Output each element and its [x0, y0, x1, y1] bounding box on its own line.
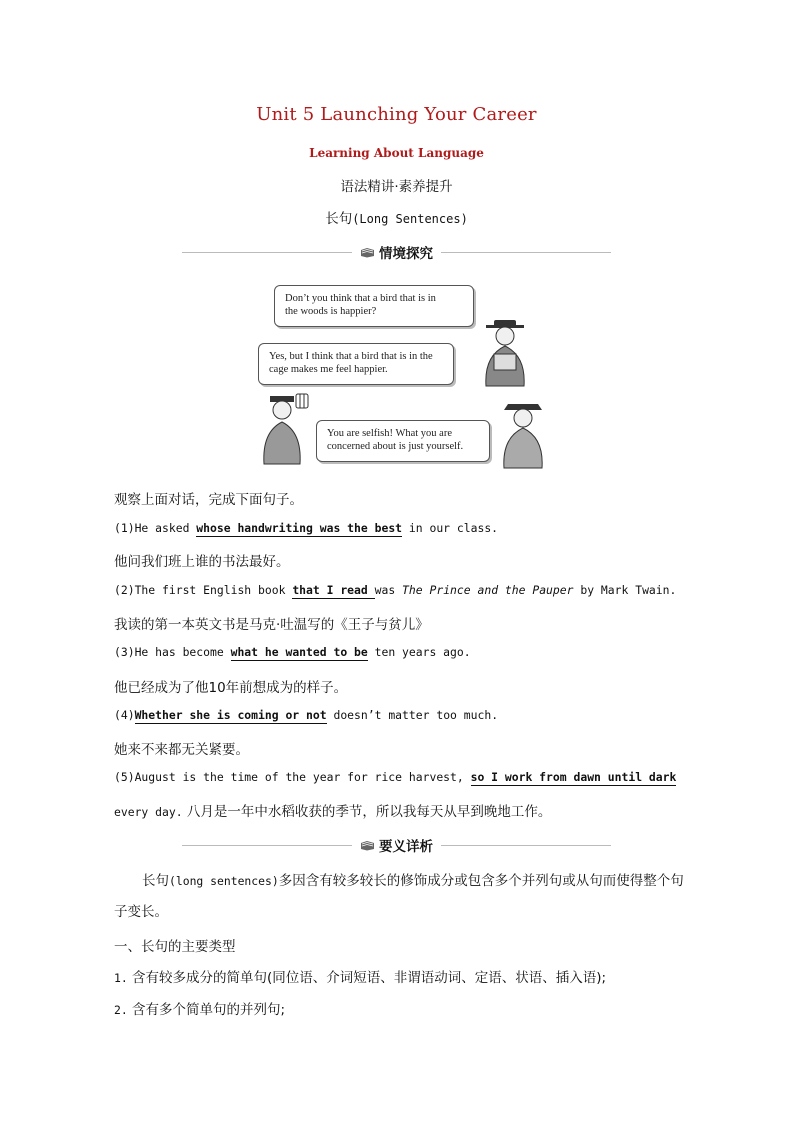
answer-text: what he wanted to be — [230, 645, 368, 659]
section-label: 情境探究 — [379, 246, 433, 262]
topic-line: 语法精讲·素养提升 — [340, 179, 453, 195]
exercise-translation-4: 她来不来都无关紧要。 — [114, 742, 249, 758]
dialogue-illustration — [248, 270, 548, 470]
list-text: 含有多个简单句的并列句; — [132, 1002, 286, 1018]
paragraph-text: 多因含有较多较长的修饰成分或包含多个并列句或从句而使得整个句子变长。 — [114, 873, 684, 920]
sentence-text: in our class. — [402, 521, 499, 535]
sentence-text: every day. — [114, 805, 183, 819]
list-number: 2. — [114, 1003, 128, 1017]
speech-line: Don’t you think that a bird that is in — [285, 293, 436, 304]
exercise-translation-3: 他已经成为了他10年前想成为的样子。 — [114, 680, 348, 696]
sentence-text: was — [374, 583, 403, 597]
sentence-text: (3)He has become — [114, 645, 231, 659]
divider — [441, 845, 611, 846]
list-item — [114, 998, 285, 1018]
topic-heading-en: (Long Sentences) — [352, 212, 468, 226]
exercise-item-3 — [114, 644, 471, 660]
speech-line: cage makes me feel happier. — [269, 364, 388, 375]
section-label: 要义详析 — [379, 839, 433, 855]
sentence-text: (1)He asked — [114, 521, 197, 535]
exercise-item-1 — [114, 520, 498, 536]
exercise-translation-5: 八月是一年中水稻收获的季节，所以我每天从早到晚地工作。 — [182, 804, 552, 820]
page-subtitle: Learning About Language — [309, 146, 484, 160]
topic-heading-cn: 长句 — [325, 211, 353, 227]
speech-bubble-3 — [316, 420, 490, 462]
exercise-item-4 — [114, 707, 498, 723]
scholar-figure-bottom-right-icon — [498, 398, 548, 470]
book-title: The Prince and the Pauper — [402, 583, 574, 597]
sentence-text: (2)The first English book — [114, 583, 293, 597]
speech-bubble-2 — [258, 343, 454, 385]
list-item — [114, 966, 606, 986]
paragraph-text: 长句 — [142, 873, 169, 889]
speech-line: Yes, but I think that a bird that is in the — [269, 351, 433, 362]
divider — [182, 845, 352, 846]
section-header-explore — [0, 242, 793, 262]
answer-text: so I work from dawn until dark — [470, 770, 677, 784]
divider — [441, 252, 611, 253]
exercise-translation-1: 他问我们班上谁的书法最好。 — [114, 554, 290, 570]
answer-text: whose handwriting was the best — [196, 521, 403, 535]
exercise-translation-2: 我读的第一本英文书是马克·吐温写的《王子与贫儿》 — [114, 617, 429, 633]
answer-text: that I read — [292, 583, 375, 597]
scholar-figure-left-icon — [256, 390, 312, 466]
exercise-item-5 — [114, 769, 676, 785]
divider — [182, 252, 352, 253]
instruction-text: 观察上面对话，完成下面句子。 — [114, 492, 303, 508]
page-title: Unit 5 Launching Your Career — [256, 104, 537, 125]
list-text: 含有较多成分的简单句(同位语、介词短语、非谓语动词、定语、状语、插入语); — [132, 970, 607, 986]
sentence-text: (5)August is the time of the year for rice harvest, — [114, 770, 471, 784]
intro-paragraph — [114, 866, 684, 928]
speech-bubble-1 — [274, 285, 474, 327]
sentence-text: by Mark Twain. — [573, 583, 677, 597]
scholar-figure-right-icon — [476, 316, 534, 388]
subsection-heading: 一、长句的主要类型 — [114, 939, 236, 955]
book-icon — [360, 247, 375, 258]
speech-line: concerned about is just yourself. — [327, 441, 464, 452]
list-number: 1. — [114, 971, 128, 985]
speech-line: You are selfish! What you are — [327, 428, 453, 439]
book-icon — [360, 840, 375, 851]
section-header-analysis — [0, 835, 793, 855]
speech-line: the woods is happier? — [285, 306, 377, 317]
sentence-text: ten years ago. — [367, 645, 471, 659]
sentence-text: (4) — [114, 708, 135, 722]
answer-text: Whether she is coming or not — [134, 708, 327, 722]
sentence-text: doesn’t matter too much. — [326, 708, 499, 722]
topic-heading — [0, 207, 793, 227]
exercise-item-5-continued — [114, 800, 551, 820]
exercise-item-2 — [114, 582, 676, 598]
paragraph-term: (long sentences) — [169, 874, 279, 888]
